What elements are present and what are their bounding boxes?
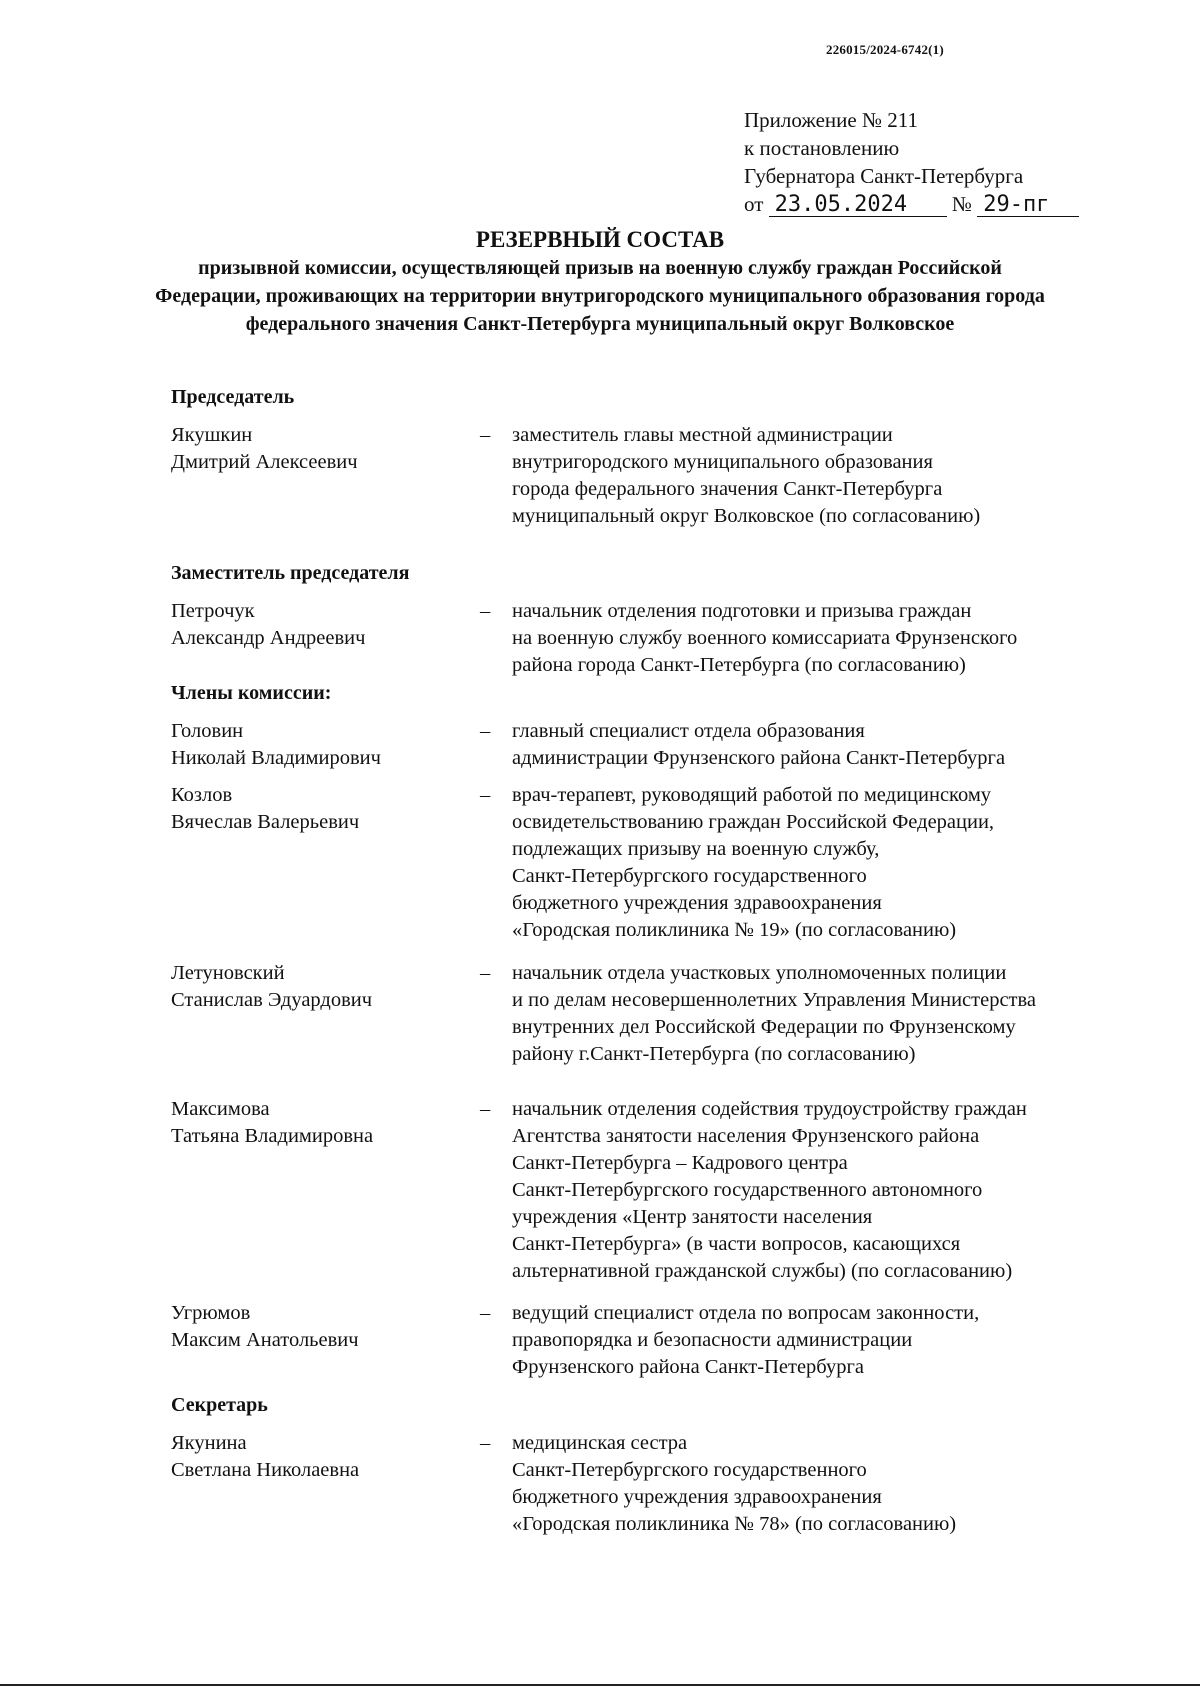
date-prefix: от <box>744 192 764 216</box>
member-name: Угрюмов Максим Анатольевич <box>171 1302 359 1351</box>
dash: – <box>480 720 491 742</box>
appendix-block <box>744 106 1079 218</box>
document-title: РЕЗЕРВНЫЙ СОСТАВ <box>475 227 725 252</box>
section-deputy: Заместитель председателя <box>171 562 410 584</box>
member-position: начальник отдела участковых уполномоченных полиции и по делам несовершеннолетних Управления Министерства внутренних дел Российской Федерации по Фрунзенскому району г.Санкт-Петербурга (по согласованию) <box>512 962 1037 1065</box>
dash: – <box>480 1432 491 1454</box>
member-name: Якунина Светлана Николаевна <box>171 1432 360 1481</box>
number-prefix: № <box>951 192 972 216</box>
dash: – <box>480 1302 491 1324</box>
document-subtitle: призывной комиссии, осуществляющей призыв на военную службу граждан Российской Федерации, проживающих на территории внутригородского муниципального образования города федерального значения Санкт-Петербурга муниципальный округ Волковское <box>155 257 1045 335</box>
appendix-reference: к постановлению <box>744 136 900 160</box>
appendix-date-line <box>744 190 1079 218</box>
document-id: 226015/2024-6742(1) <box>826 42 944 57</box>
section-members: Члены комиссии: <box>171 682 332 704</box>
member-name: Летуновский Станислав Эдуардович <box>171 962 373 1011</box>
appendix-number: Приложение № 211 <box>744 108 918 132</box>
member-position: медицинская сестра Санкт-Петербургского государственного бюджетного учреждения здравоохранения «Городская поликлиника № 78» (по согласованию) <box>512 1432 957 1535</box>
member-position: ведущий специалист отдела по вопросам законности, правопорядка и безопасности администрации Фрунзенского района Санкт-Петербурга <box>512 1302 980 1378</box>
member-name: Максимова Татьяна Владимировна <box>171 1098 374 1147</box>
dash: – <box>480 1098 491 1120</box>
member-position: главный специалист отдела образования администрации Фрунзенского района Санкт-Петербурга <box>512 720 1006 769</box>
member-name: Козлов Вячеслав Валерьевич <box>171 784 360 833</box>
appendix-authority: Губернатора Санкт-Петербурга <box>744 164 1024 188</box>
dash: – <box>480 784 491 806</box>
section-chairman: Председатель <box>171 386 295 408</box>
member-position: начальник отделения подготовки и призыва граждан на военную службу военного комиссариата Фрунзенского района города Санкт-Петербурга (по согласованию) <box>512 600 1018 676</box>
member-name: Петрочук Александр Андреевич <box>171 600 366 649</box>
section-secretary: Секретарь <box>171 1394 268 1416</box>
page-bottom-rule <box>0 1684 1200 1686</box>
dash: – <box>480 962 491 984</box>
member-name: Головин Николай Владимирович <box>171 720 381 769</box>
member-position: начальник отделения содействия трудоустройству граждан Агентства занятости населения Фрунзенского района Санкт-Петербурга – Кадрового центра Санкт-Петербургского государственного автономного учреждения «Центр занятости населения Санкт-Петербурга» (в части вопросов, касающихся альтернативной гражданской службы) (по согласованию) <box>512 1098 1027 1282</box>
handwritten-date: 23.05.2024 <box>769 194 947 217</box>
member-position: врач-терапевт, руководящий работой по медицинскому освидетельствованию граждан Российской Федерации, подлежащих призыву на военную службу, Санкт-Петербургского государственного бюджетного учреждения здравоохранения «Городская поликлиника № 19» (по согласованию) <box>512 784 995 941</box>
dash: – <box>480 424 491 446</box>
member-name: Якушкин Дмитрий Алексеевич <box>171 424 358 473</box>
member-position: заместитель главы местной администрации внутригородского муниципального образования города федерального значения Санкт-Петербурга муниципальный округ Волковское (по согласованию) <box>512 424 981 527</box>
handwritten-number: 29-пг <box>977 194 1079 217</box>
dash: – <box>480 600 491 622</box>
